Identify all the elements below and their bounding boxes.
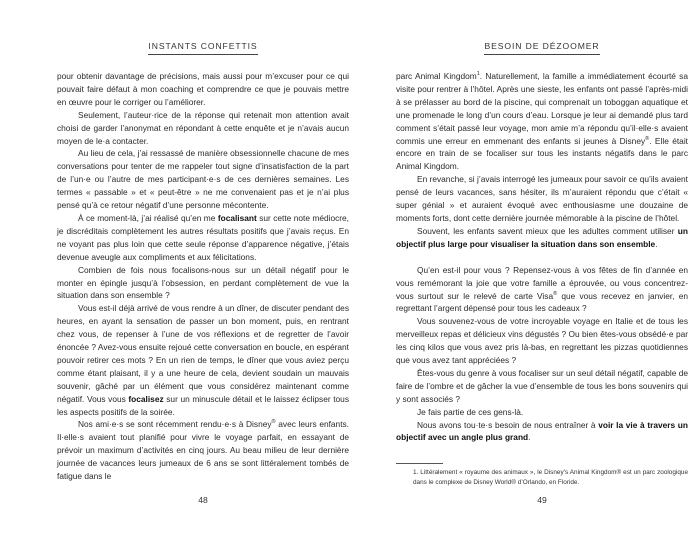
paragraph: [57, 70, 349, 109]
footnote: [396, 468, 688, 488]
paragraph: [396, 264, 688, 316]
text-run: Êtes-vous du genre à vous focaliser sur un seul détail négatif, capable de faire de l’ombre et de gâcher la vue d’ensemble de tous les bons souvenirs qui y sont associés ?: [396, 367, 688, 404]
text-run: parc Animal Kingdom: [396, 71, 477, 81]
page-number: 48: [198, 495, 208, 505]
text-run: Nous avons tou·te·s besoin de nous entraîner à: [417, 419, 599, 430]
text-run: que vous recevez en janvier, en regrettant l’argent dépensé pour tous les cadeaux ?: [396, 290, 688, 314]
text-run: En revanche, si j’avais interrogé les jumeaux pour savoir ce qu’ils avaient pensé de leurs vacances, sans hésiter, ils m’auraient répondu que c’était « super génial » et auraient évoqué avec enthousiasme une douzaine de moments forts, dont cette dernière journée mémorable à la piscine de l’hôtel.: [396, 174, 688, 223]
paragraph: [57, 264, 349, 303]
superscript: 1: [476, 71, 480, 78]
text-run: À ce moment-là, j’ai réalisé qu’en me: [78, 212, 218, 223]
emphasis: voir la vie à travers un objectif avec un angle plus grand: [396, 419, 688, 443]
text-run: sur cette note médiocre, je discréditais complètement les autres résultats positifs que j’avais reçus. En ne voyant pas plus loin que cette seule réponse d’apparence négative, j’étais devenue aveugle aux compliments et aux félicitations.: [57, 212, 350, 262]
text-run: .: [655, 238, 658, 249]
text-run: avec leurs enfants. Il·elle·s avaient tout planifié pour vivre le voyage parfait, en essayant de prévoir un maximum d’activités en cinq jours. Au beau milieu de leur dernière journée de vacances leurs jumeaux de 6 ans se sont littéralement tombés de fatigue dans le: [57, 419, 350, 482]
paragraph: [57, 212, 349, 264]
text-run: Souvent, les enfants savent mieux que les adultes comment utiliser: [417, 225, 678, 236]
text-run: Nos ami·e·s se sont récemment rendu·e·s à Disney: [78, 419, 272, 430]
text-run: Qu’en est-il pour vous ? Repensez-vous à vos fêtes de fin d’année en vous remémorant la joie que votre famille a éprouvée, ou vous concentrez-vous surtout sur le relevé de carte Visa: [396, 264, 688, 301]
left-page: [57, 0, 350, 505]
paragraph: [57, 302, 349, 418]
paragraph: [57, 418, 349, 483]
paragraph: [396, 406, 688, 419]
right-page: [396, 0, 688, 505]
page-number: 49: [537, 495, 547, 505]
page-body: [396, 70, 688, 444]
paragraph: [396, 315, 688, 367]
text-run: Je fais partie de ces gens-là.: [417, 406, 524, 417]
paragraph: [396, 173, 688, 225]
superscript: ®: [271, 419, 276, 426]
paragraph: [396, 70, 688, 173]
running-head: INSTANTS CONFETTIS: [57, 41, 349, 55]
emphasis: focalisez: [128, 393, 164, 404]
text-run: Combien de fois nous focalisons-nous sur un détail négatif pour le monter en épingle jusqu’à l’obsession, en perdant complètement de vue la situation dans son ensemble ?: [57, 264, 349, 301]
text-run: Au lieu de cela, j’ai ressassé de manière obsessionnelle chacune de mes conversations pour tenter de me rappeler tout signe d’insatisfaction de la part de l’un·e ou l’autre de mes participant·e·s de ces dernières semaines. Les termes « passable » et « peut-être » ne me convenaient pas et je n’ai plus pensé qu’à ce retour négatif d’une personne mécontente.: [57, 148, 349, 211]
emphasis: focalisant: [217, 212, 257, 223]
emphasis: un objectif plus large pour visualiser la situation dans son ensemble: [396, 225, 688, 249]
text-run: pour obtenir davantage de précisions, mais aussi pour m’excuser pour ce qui pouvait faire défaut à mon coaching et comprendre ce que je pouvais mettre en œuvre pour le corriger ou l’améliorer.: [57, 71, 349, 107]
paragraph: [57, 109, 349, 148]
running-head: BESOIN DE DÉZOOMER: [396, 41, 688, 55]
text-run: Seulement, l’auteur·rice de la réponse qui retenait mon attention avait choisi de garder l’anonymat en répondant à cette enquête et je n’avais aucun moyen de le·a contacter.: [57, 109, 349, 146]
page-body: [57, 70, 349, 483]
footnote-rule: [396, 463, 443, 464]
footnote-text: 1. Littéralement « royaume des animaux », le Disney’s Animal Kingdom® est un parc zoologique dans le complexe de Disney World® d’Orlando, en Floride.: [413, 469, 688, 487]
text-run: .: [528, 432, 531, 443]
paragraph: [396, 225, 688, 251]
paragraph: [57, 147, 349, 212]
text-run: Vous souvenez-vous de votre incroyable voyage en Italie et de tous les merveilleux repas et délicieux vins dégustés ? Ou bien êtes-vous obsédé·e par les cinq kilos que vous avez pris là-bas, en regrettant les pizzas quotidiennes que vous avez tant appréciées ?: [396, 316, 688, 366]
superscript: ®: [553, 290, 558, 297]
text-run: . Naturellement, la famille a immédiatement écourté sa visite pour rentrer à l’hôtel. Après une sieste, les enfants ont passé l’après-midi à se prélasser au bord de la piscine, qui comprenait un toboggan aquatique et une promenade le long d’un cours d’eau. Lorsque je leur ai demandé plus tard comment s’était passé leur voyage, mon amie m’a répondu qu’il·elle·s avaient commis une erreur en emmenant des enfants si jeunes à Disney: [396, 71, 688, 146]
text-run: . Elle était encore en train de se focaliser sur tous les instants négatifs dans le parc Animal Kingdom.: [396, 135, 688, 172]
text-run: Vous est-il déjà arrivé de vous rendre à un dîner, de discuter pendant des heures, en ayant la sensation de passer un bon moment, puis, en rentrant chez vous, de repenser à l’une de vos réflexions et de regretter de l’avoir énoncée ? Avez-vous ensuite rejoué cette conversation en boucle, en espérant pouvoir retirer ces mots ? En un rien de temps, le dîner que vous aviez perçu comme étant plaisant, il y a une heure de cela, devient soudain un mauvais souvenir, gâché par un élément que vous considérez maintenant comme négatif. Vous vous: [57, 303, 349, 404]
text-run: sur un minuscule détail et le laissez éclipser tous les aspects positifs de la soirée.: [57, 393, 349, 417]
paragraph: [396, 419, 688, 445]
superscript: ®: [645, 135, 650, 142]
paragraph: [396, 367, 688, 406]
